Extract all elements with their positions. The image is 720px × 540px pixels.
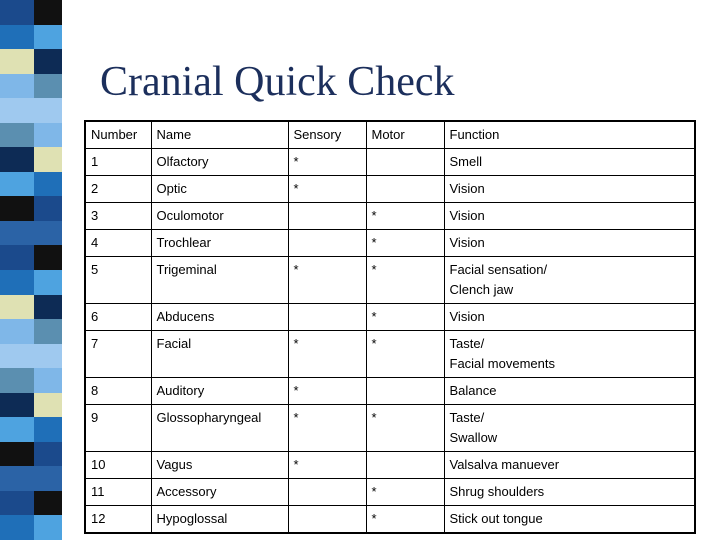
cell-sensory: [288, 506, 366, 534]
function-line: Taste/: [449, 336, 485, 351]
stripe-segment: [34, 466, 62, 491]
stripe-row: [0, 25, 62, 50]
function-line: Swallow: [449, 430, 498, 445]
table-row: [85, 405, 695, 452]
stripe-segment: [0, 515, 34, 540]
stripe-row: [0, 368, 62, 393]
stripe-segment: [34, 442, 62, 467]
stripe-row: [0, 0, 62, 25]
cell-sensory: *: [288, 405, 366, 452]
cell-sensory: [288, 230, 366, 257]
stripe-row: [0, 74, 62, 99]
stripe-segment: [34, 172, 62, 197]
function-line: Taste/: [449, 410, 485, 425]
stripe-row: [0, 196, 62, 221]
stripe-row: [0, 123, 62, 148]
cell-name: Olfactory: [151, 149, 288, 176]
stripe-segment: [34, 49, 62, 74]
cell-number: 3: [85, 203, 151, 230]
cranial-nerve-table: [84, 120, 696, 534]
table-row: [85, 479, 695, 506]
stripe-segment: [34, 319, 62, 344]
cell-motor: [366, 378, 444, 405]
cell-number: 8: [85, 378, 151, 405]
stripe-row: [0, 466, 62, 491]
cell-name: Hypoglossal: [151, 506, 288, 534]
cell-function: [444, 230, 695, 257]
stripe-segment: [0, 295, 34, 320]
table-row: [85, 203, 695, 230]
stripe-segment: [34, 344, 62, 369]
function-line: Vision: [449, 235, 485, 250]
cell-motor: *: [366, 230, 444, 257]
cell-sensory: *: [288, 257, 366, 304]
stripe-segment: [34, 270, 62, 295]
stripe-segment: [34, 245, 62, 270]
header-function: Function: [444, 121, 695, 149]
stripe-row: [0, 245, 62, 270]
table-row: [85, 304, 695, 331]
stripe-row: [0, 49, 62, 74]
stripe-row: [0, 270, 62, 295]
cell-function: [444, 506, 695, 534]
stripe-segment: [0, 245, 34, 270]
stripe-row: [0, 172, 62, 197]
cell-number: 4: [85, 230, 151, 257]
cell-number: 1: [85, 149, 151, 176]
stripe-segment: [34, 417, 62, 442]
stripe-segment: [0, 319, 34, 344]
function-line: Vision: [449, 181, 485, 196]
stripe-row: [0, 295, 62, 320]
stripe-segment: [34, 196, 62, 221]
cell-name: Auditory: [151, 378, 288, 405]
header-sensory: Sensory: [288, 121, 366, 149]
cell-function: [444, 149, 695, 176]
stripe-segment: [34, 0, 62, 25]
function-line: Valsalva manuever: [449, 457, 560, 472]
cell-motor: *: [366, 203, 444, 230]
slide-title: Cranial Quick Check: [100, 59, 455, 105]
function-line: Facial sensation/: [449, 262, 548, 277]
cell-name: Facial: [151, 331, 288, 378]
header-name: Name: [151, 121, 288, 149]
table-header-row: [85, 121, 695, 149]
cell-motor: [366, 452, 444, 479]
table-row: [85, 378, 695, 405]
function-line: Balance: [449, 383, 497, 398]
stripe-segment: [34, 147, 62, 172]
stripe-segment: [0, 0, 34, 25]
stripe-segment: [0, 98, 34, 123]
stripe-segment: [0, 491, 34, 516]
stripe-segment: [0, 123, 34, 148]
function-line: Facial movements: [449, 356, 555, 371]
table-body: [85, 149, 695, 534]
cell-number: 12: [85, 506, 151, 534]
table-row: [85, 230, 695, 257]
stripe-row: [0, 98, 62, 123]
cell-sensory: *: [288, 176, 366, 203]
stripe-segment: [34, 491, 62, 516]
header-motor: Motor: [366, 121, 444, 149]
cell-name: Trigeminal: [151, 257, 288, 304]
cell-name: Glossopharyngeal: [151, 405, 288, 452]
cell-function: [444, 479, 695, 506]
cell-sensory: *: [288, 378, 366, 405]
stripe-segment: [34, 123, 62, 148]
table-row: [85, 257, 695, 304]
cell-function: [444, 304, 695, 331]
stripe-row: [0, 344, 62, 369]
stripe-segment: [0, 368, 34, 393]
stripe-segment: [0, 25, 34, 50]
table-row: [85, 331, 695, 378]
cell-sensory: [288, 304, 366, 331]
cell-motor: [366, 149, 444, 176]
cell-number: 7: [85, 331, 151, 378]
cell-motor: *: [366, 304, 444, 331]
stripe-row: [0, 221, 62, 246]
cell-sensory: *: [288, 149, 366, 176]
table-row: [85, 506, 695, 534]
cell-sensory: [288, 479, 366, 506]
cell-motor: *: [366, 257, 444, 304]
cell-number: 11: [85, 479, 151, 506]
stripe-segment: [34, 221, 62, 246]
cell-number: 6: [85, 304, 151, 331]
cell-function: [444, 452, 695, 479]
cell-function: [444, 378, 695, 405]
cell-function: [444, 331, 695, 378]
stripe-row: [0, 442, 62, 467]
stripe-segment: [0, 270, 34, 295]
stripe-row: [0, 319, 62, 344]
function-line: Vision: [449, 208, 485, 223]
cell-sensory: *: [288, 331, 366, 378]
stripe-segment: [0, 172, 34, 197]
cell-function: [444, 176, 695, 203]
stripe-segment: [34, 74, 62, 99]
cell-number: 5: [85, 257, 151, 304]
stripe-segment: [0, 442, 34, 467]
stripe-segment: [0, 344, 34, 369]
cell-function: [444, 203, 695, 230]
stripe-segment: [0, 466, 34, 491]
cell-sensory: *: [288, 452, 366, 479]
stripe-segment: [0, 74, 34, 99]
cell-motor: *: [366, 479, 444, 506]
stripe-segment: [34, 295, 62, 320]
stripe-segment: [0, 417, 34, 442]
cell-sensory: [288, 203, 366, 230]
cell-number: 9: [85, 405, 151, 452]
stripe-segment: [34, 393, 62, 418]
stripe-segment: [0, 393, 34, 418]
cell-name: Oculomotor: [151, 203, 288, 230]
cell-function: [444, 405, 695, 452]
cell-motor: *: [366, 405, 444, 452]
stripe-segment: [34, 515, 62, 540]
stripe-segment: [0, 221, 34, 246]
stripe-row: [0, 491, 62, 516]
cell-motor: *: [366, 506, 444, 534]
function-line: Smell: [449, 154, 483, 169]
stripe-segment: [34, 368, 62, 393]
stripe-segment: [0, 147, 34, 172]
stripe-segment: [0, 49, 34, 74]
stripe-segment: [34, 25, 62, 50]
table-row: [85, 176, 695, 203]
stripe-segment: [0, 196, 34, 221]
table-row: [85, 452, 695, 479]
stripe-segment: [34, 98, 62, 123]
table-row: [85, 149, 695, 176]
stripe-row: [0, 515, 62, 540]
cell-name: Abducens: [151, 304, 288, 331]
cell-name: Optic: [151, 176, 288, 203]
decorative-stripe-bar: [0, 0, 62, 540]
function-line: Vision: [449, 309, 485, 324]
cell-motor: *: [366, 331, 444, 378]
cell-function: [444, 257, 695, 304]
cell-number: 2: [85, 176, 151, 203]
function-line: Shrug shoulders: [449, 484, 545, 499]
stripe-row: [0, 147, 62, 172]
function-line: Stick out tongue: [449, 511, 543, 526]
cell-name: Trochlear: [151, 230, 288, 257]
cell-number: 10: [85, 452, 151, 479]
cell-name: Accessory: [151, 479, 288, 506]
stripe-row: [0, 393, 62, 418]
cell-motor: [366, 176, 444, 203]
cell-name: Vagus: [151, 452, 288, 479]
function-line: Clench jaw: [449, 282, 514, 297]
header-number: Number: [85, 121, 151, 149]
stripe-row: [0, 417, 62, 442]
